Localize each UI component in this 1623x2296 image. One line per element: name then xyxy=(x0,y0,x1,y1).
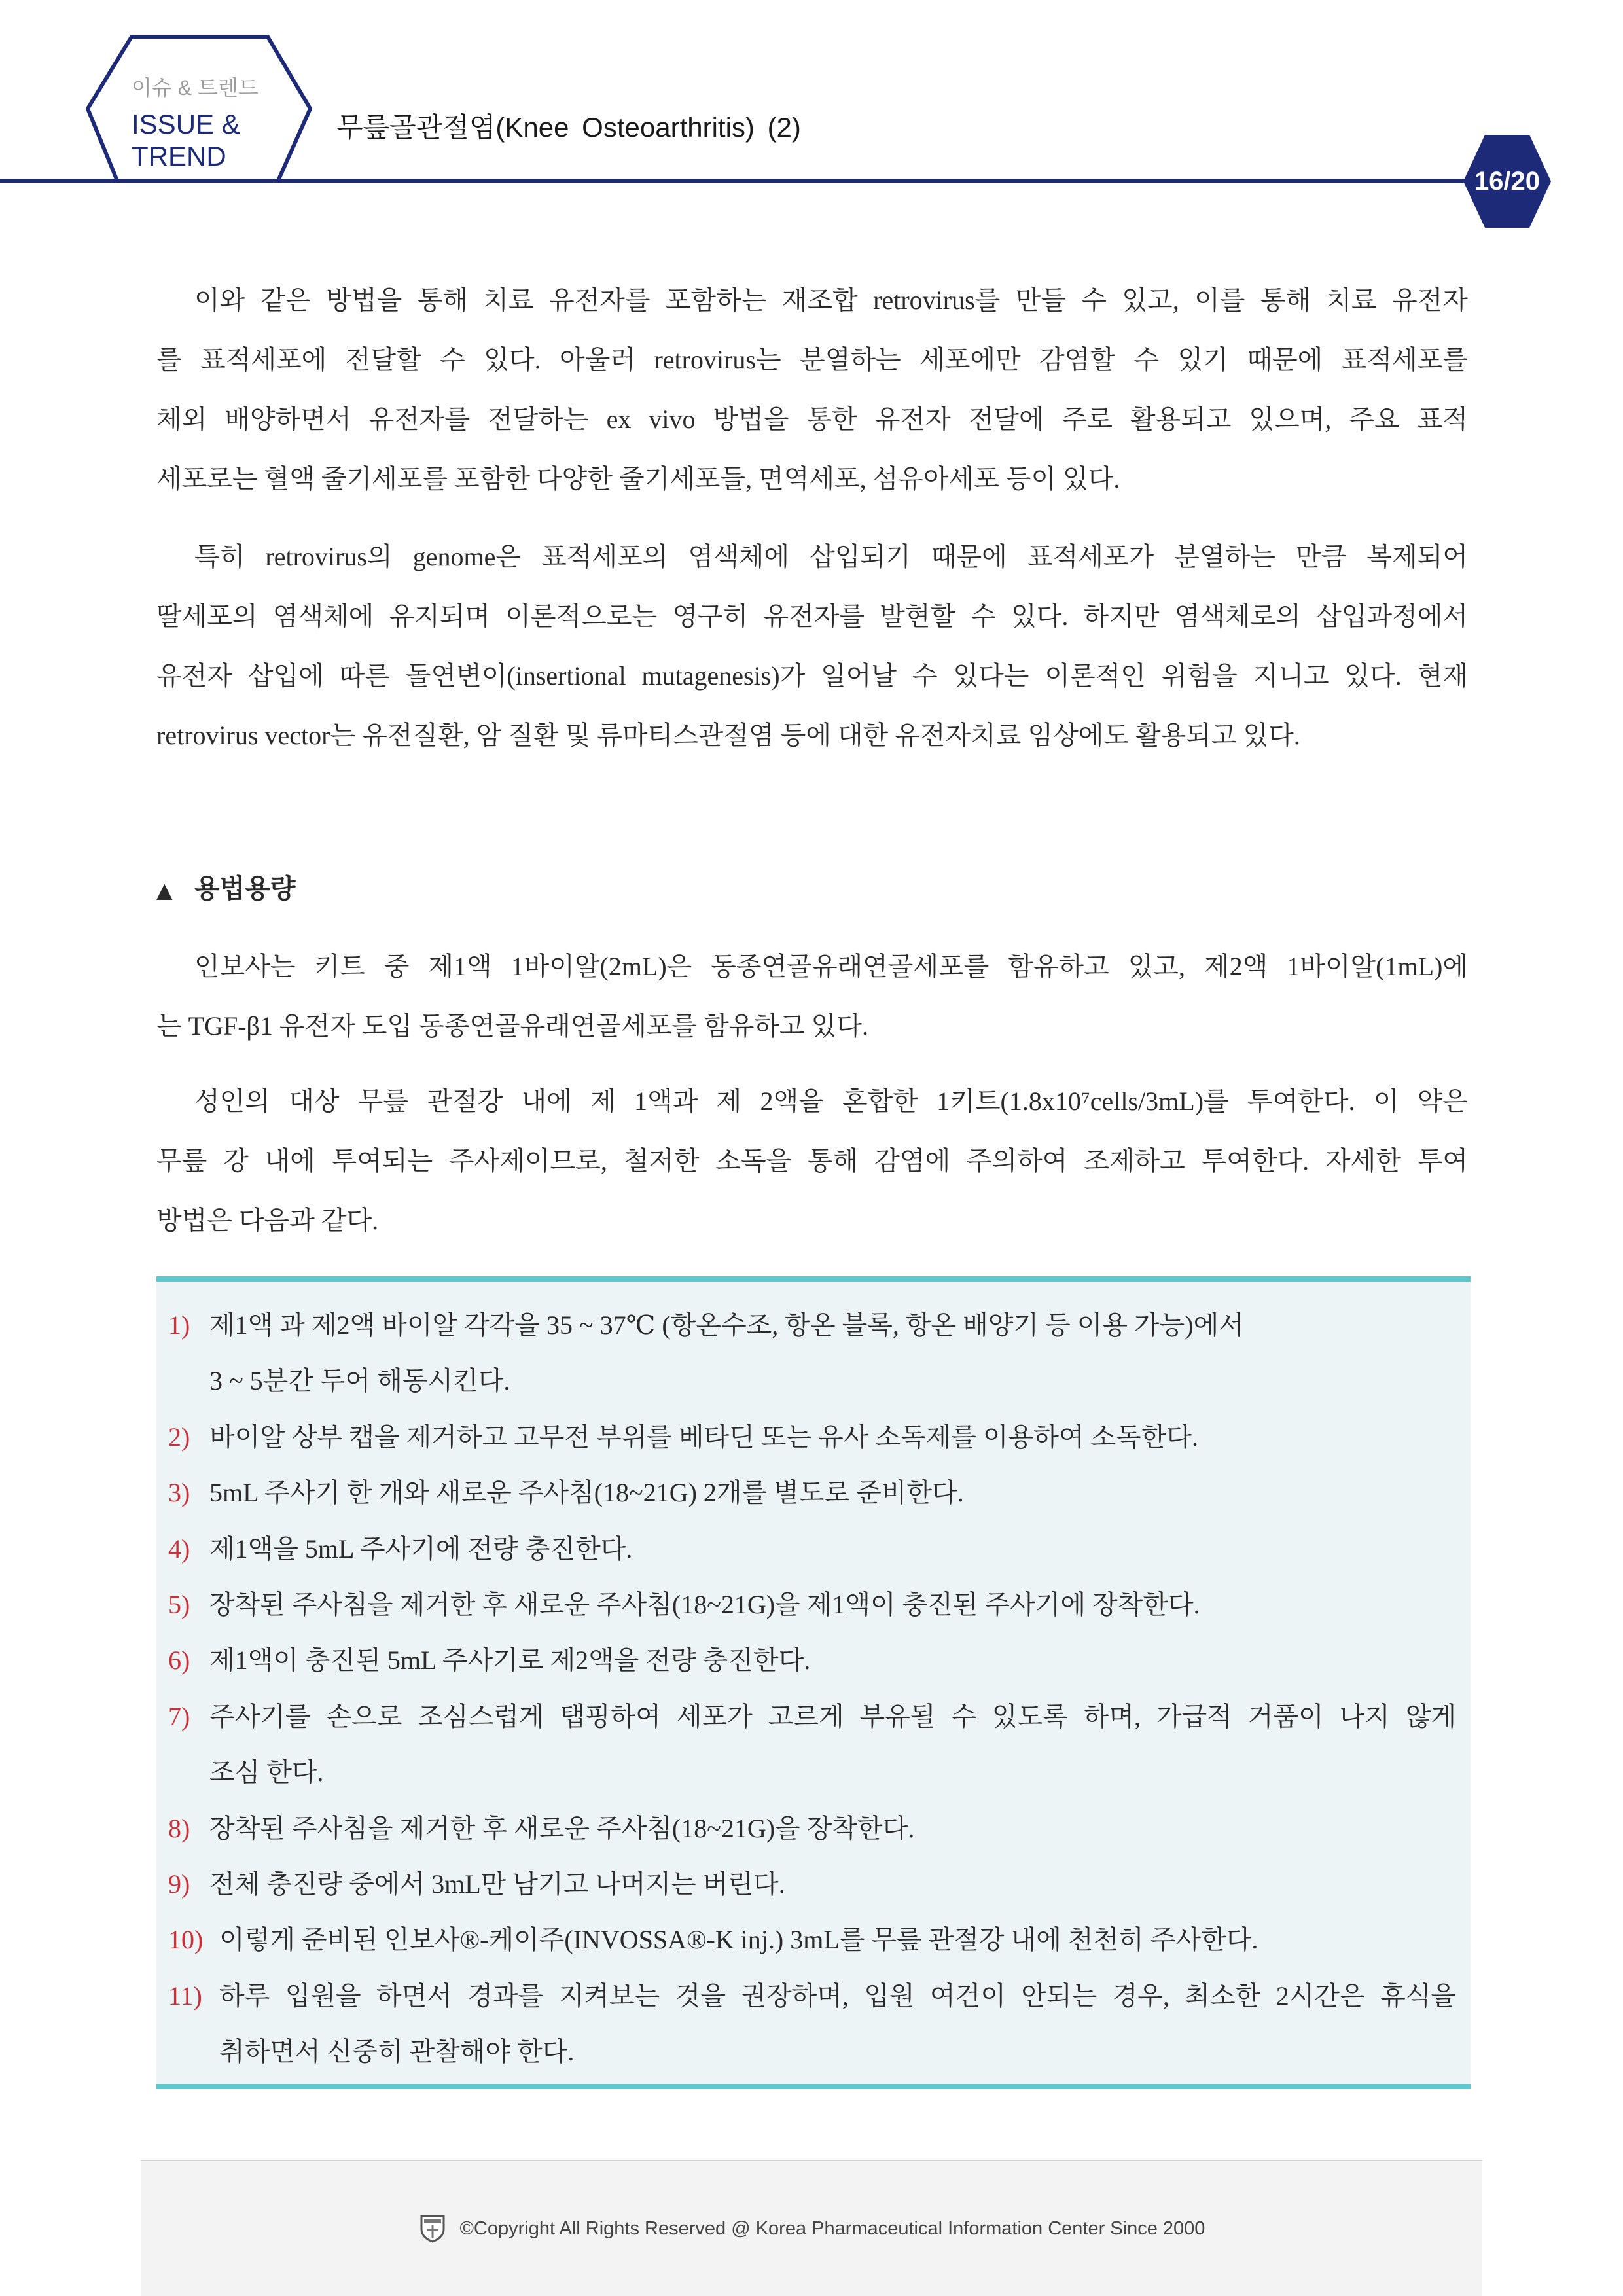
step-text: 장착된 주사침을 제거한 후 새로운 주사침(18~21G)을 제1액이 충진된 주사기에 장착한다. xyxy=(209,1589,1200,1619)
procedure-step xyxy=(156,1856,1471,1912)
procedure-step xyxy=(156,1801,1471,1856)
paragraph-line: 인보사는 키트 중 제1액 1바이알(2mL)은 동종연골유래연골세포를 함유하고 있고, 제2액 1바이알(1mL)에 xyxy=(194,952,1468,981)
paragraph-retrovirus-delivery xyxy=(156,270,1468,509)
kpic-crest-icon xyxy=(418,2214,447,2244)
step-text: 전체 충진량 중에서 3mL만 남기고 나머지는 버린다. xyxy=(209,1869,785,1899)
page-footer xyxy=(141,2160,1482,2296)
badge-korean-label: 이슈 & 트렌드 xyxy=(132,76,259,99)
paragraph-retrovirus-genome xyxy=(156,527,1468,765)
paragraph-line: 성인의 대상 무릎 관절강 내에 제 1액과 제 2액을 혼합한 1키트(1.8x10⁷cells/3mL)를 투여한다. 이 약은 xyxy=(194,1086,1468,1116)
step-text: 조심 한다. xyxy=(209,1757,324,1787)
procedure-step xyxy=(156,1968,1471,2080)
paragraph-line: 는 TGF-β1 유전자 도입 동종연골유래연골세포를 함유하고 있다. xyxy=(156,1011,868,1041)
step-number: 4) xyxy=(168,1534,190,1564)
step-number: 7) xyxy=(168,1701,190,1731)
step-number: 6) xyxy=(168,1645,190,1676)
step-text: 장착된 주사침을 제거한 후 새로운 주사침(18~21G)을 장착한다. xyxy=(209,1813,915,1843)
step-text: 제1액이 충진된 5mL 주사기로 제2액을 전량 충진한다. xyxy=(209,1645,811,1676)
paragraph-line: 유전자 삽입에 따른 돌연변이(insertional mutagenesis)가 일어날 수 있다는 이론적인 위험을 지니고 있다. 현재 xyxy=(156,661,1468,691)
step-number: 3) xyxy=(168,1478,190,1508)
step-number: 2) xyxy=(168,1422,190,1452)
paragraph-line: retrovirus vector는 유전질환, 암 질환 및 류마티스관절염 등에 대한 유전자치료 임상에도 활용되고 있다. xyxy=(156,721,1300,750)
step-number: 5) xyxy=(168,1589,190,1619)
copyright-text: ©Copyright All Rights Reserved @ Korea Pharmaceutical Information Center Since 2000 xyxy=(459,2217,1205,2239)
page-title: 무릎골관절염(Knee Osteoarthritis) (2) xyxy=(336,112,801,143)
paragraph-kit-composition xyxy=(156,937,1468,1056)
step-number: 8) xyxy=(168,1813,190,1843)
section-heading-dosage xyxy=(156,859,296,918)
procedure-step xyxy=(156,1632,1471,1688)
step-text: 제1액을 5mL 주사기에 전량 충진한다. xyxy=(209,1534,633,1564)
step-number: 1) xyxy=(168,1310,190,1340)
paragraph-line: 이와 같은 방법을 통해 치료 유전자를 포함하는 재조합 retrovirus를 만들 수 있고, 이를 통해 치료 유전자 xyxy=(194,285,1468,315)
procedure-step xyxy=(156,1577,1471,1632)
paragraph-line: 특히 retrovirus의 genome은 표적세포의 염색체에 삽입되기 때문에 표적세포가 분열하는 만큼 복제되어 xyxy=(194,542,1468,571)
step-text: 하루 입원을 하면서 경과를 지켜보는 것을 권장하며, 입원 여건이 안되는 경우, 최소한 2시간은 휴식을 xyxy=(219,1981,1456,2011)
procedure-step xyxy=(156,1465,1471,1520)
paragraph-line: 딸세포의 염색체에 유지되며 이론적으로는 영구히 유전자를 발현할 수 있다. 하지만 염색체로의 삽입과정에서 xyxy=(156,601,1468,631)
procedure-step xyxy=(156,1409,1471,1465)
step-text: 3 ~ 5분간 두어 해동시킨다. xyxy=(209,1366,510,1396)
paragraph-line: 체외 배양하면서 유전자를 전달하는 ex vivo 방법을 통한 유전자 전달에 주로 활용되고 있으며, 주요 표적 xyxy=(156,404,1468,434)
badge-english-label-line1: ISSUE & xyxy=(132,109,240,139)
step-number: 9) xyxy=(168,1869,190,1899)
paragraph-line: 방법은 다음과 같다. xyxy=(156,1206,379,1235)
procedure-box xyxy=(156,1276,1471,2089)
procedure-step xyxy=(156,1689,1471,1801)
step-number: 11) xyxy=(168,1981,202,2011)
step-text: 5mL 주사기 한 개와 새로운 주사침(18~21G) 2개를 별도로 준비한다. xyxy=(209,1478,964,1508)
badge-english-label-line2: TREND xyxy=(132,141,226,171)
step-text: 제1액 과 제2액 바이알 각각을 35 ~ 37℃ (항온수조, 항온 블록, 항온 배양기 등 이용 가능)에서 xyxy=(209,1310,1244,1340)
paragraph-administration xyxy=(156,1071,1468,1250)
step-text: 바이알 상부 캡을 제거하고 고무전 부위를 베타딘 또는 유사 소독제를 이용하여 소독한다. xyxy=(209,1422,1199,1452)
paragraph-line: 세포로는 혈액 줄기세포를 포함한 다양한 줄기세포들, 면역세포, 섬유아세포 등이 있다. xyxy=(156,464,1120,493)
procedure-step xyxy=(156,1297,1471,1409)
procedure-step xyxy=(156,1912,1471,1967)
step-number: 10) xyxy=(168,1925,204,1955)
procedure-step xyxy=(156,1521,1471,1577)
section-heading-label: 용법용량 xyxy=(194,874,296,903)
triangle-bullet-icon: ▲ xyxy=(156,878,173,903)
step-text: 취하면서 신중히 관찰해야 한다. xyxy=(219,2037,575,2067)
paragraph-line: 무릎 강 내에 투여되는 주사제이므로, 철저한 소독을 통해 감염에 주의하여 조제하고 투여한다. 자세한 투여 xyxy=(156,1146,1468,1175)
paragraph-line: 를 표적세포에 전달할 수 있다. 아울러 retrovirus는 분열하는 세포에만 감염할 수 있기 때문에 표적세포를 xyxy=(156,345,1468,374)
page-number: 16/20 xyxy=(1474,167,1541,196)
step-text: 이렇게 준비된 인보사®-케이주(INVOSSA®-K inj.) 3mL를 무릎 관절강 내에 천천히 주사한다. xyxy=(219,1925,1258,1955)
step-text: 주사기를 손으로 조심스럽게 탭핑하여 세포가 고르게 부유될 수 있도록 하며, 가급적 거품이 나지 않게 xyxy=(209,1701,1456,1731)
